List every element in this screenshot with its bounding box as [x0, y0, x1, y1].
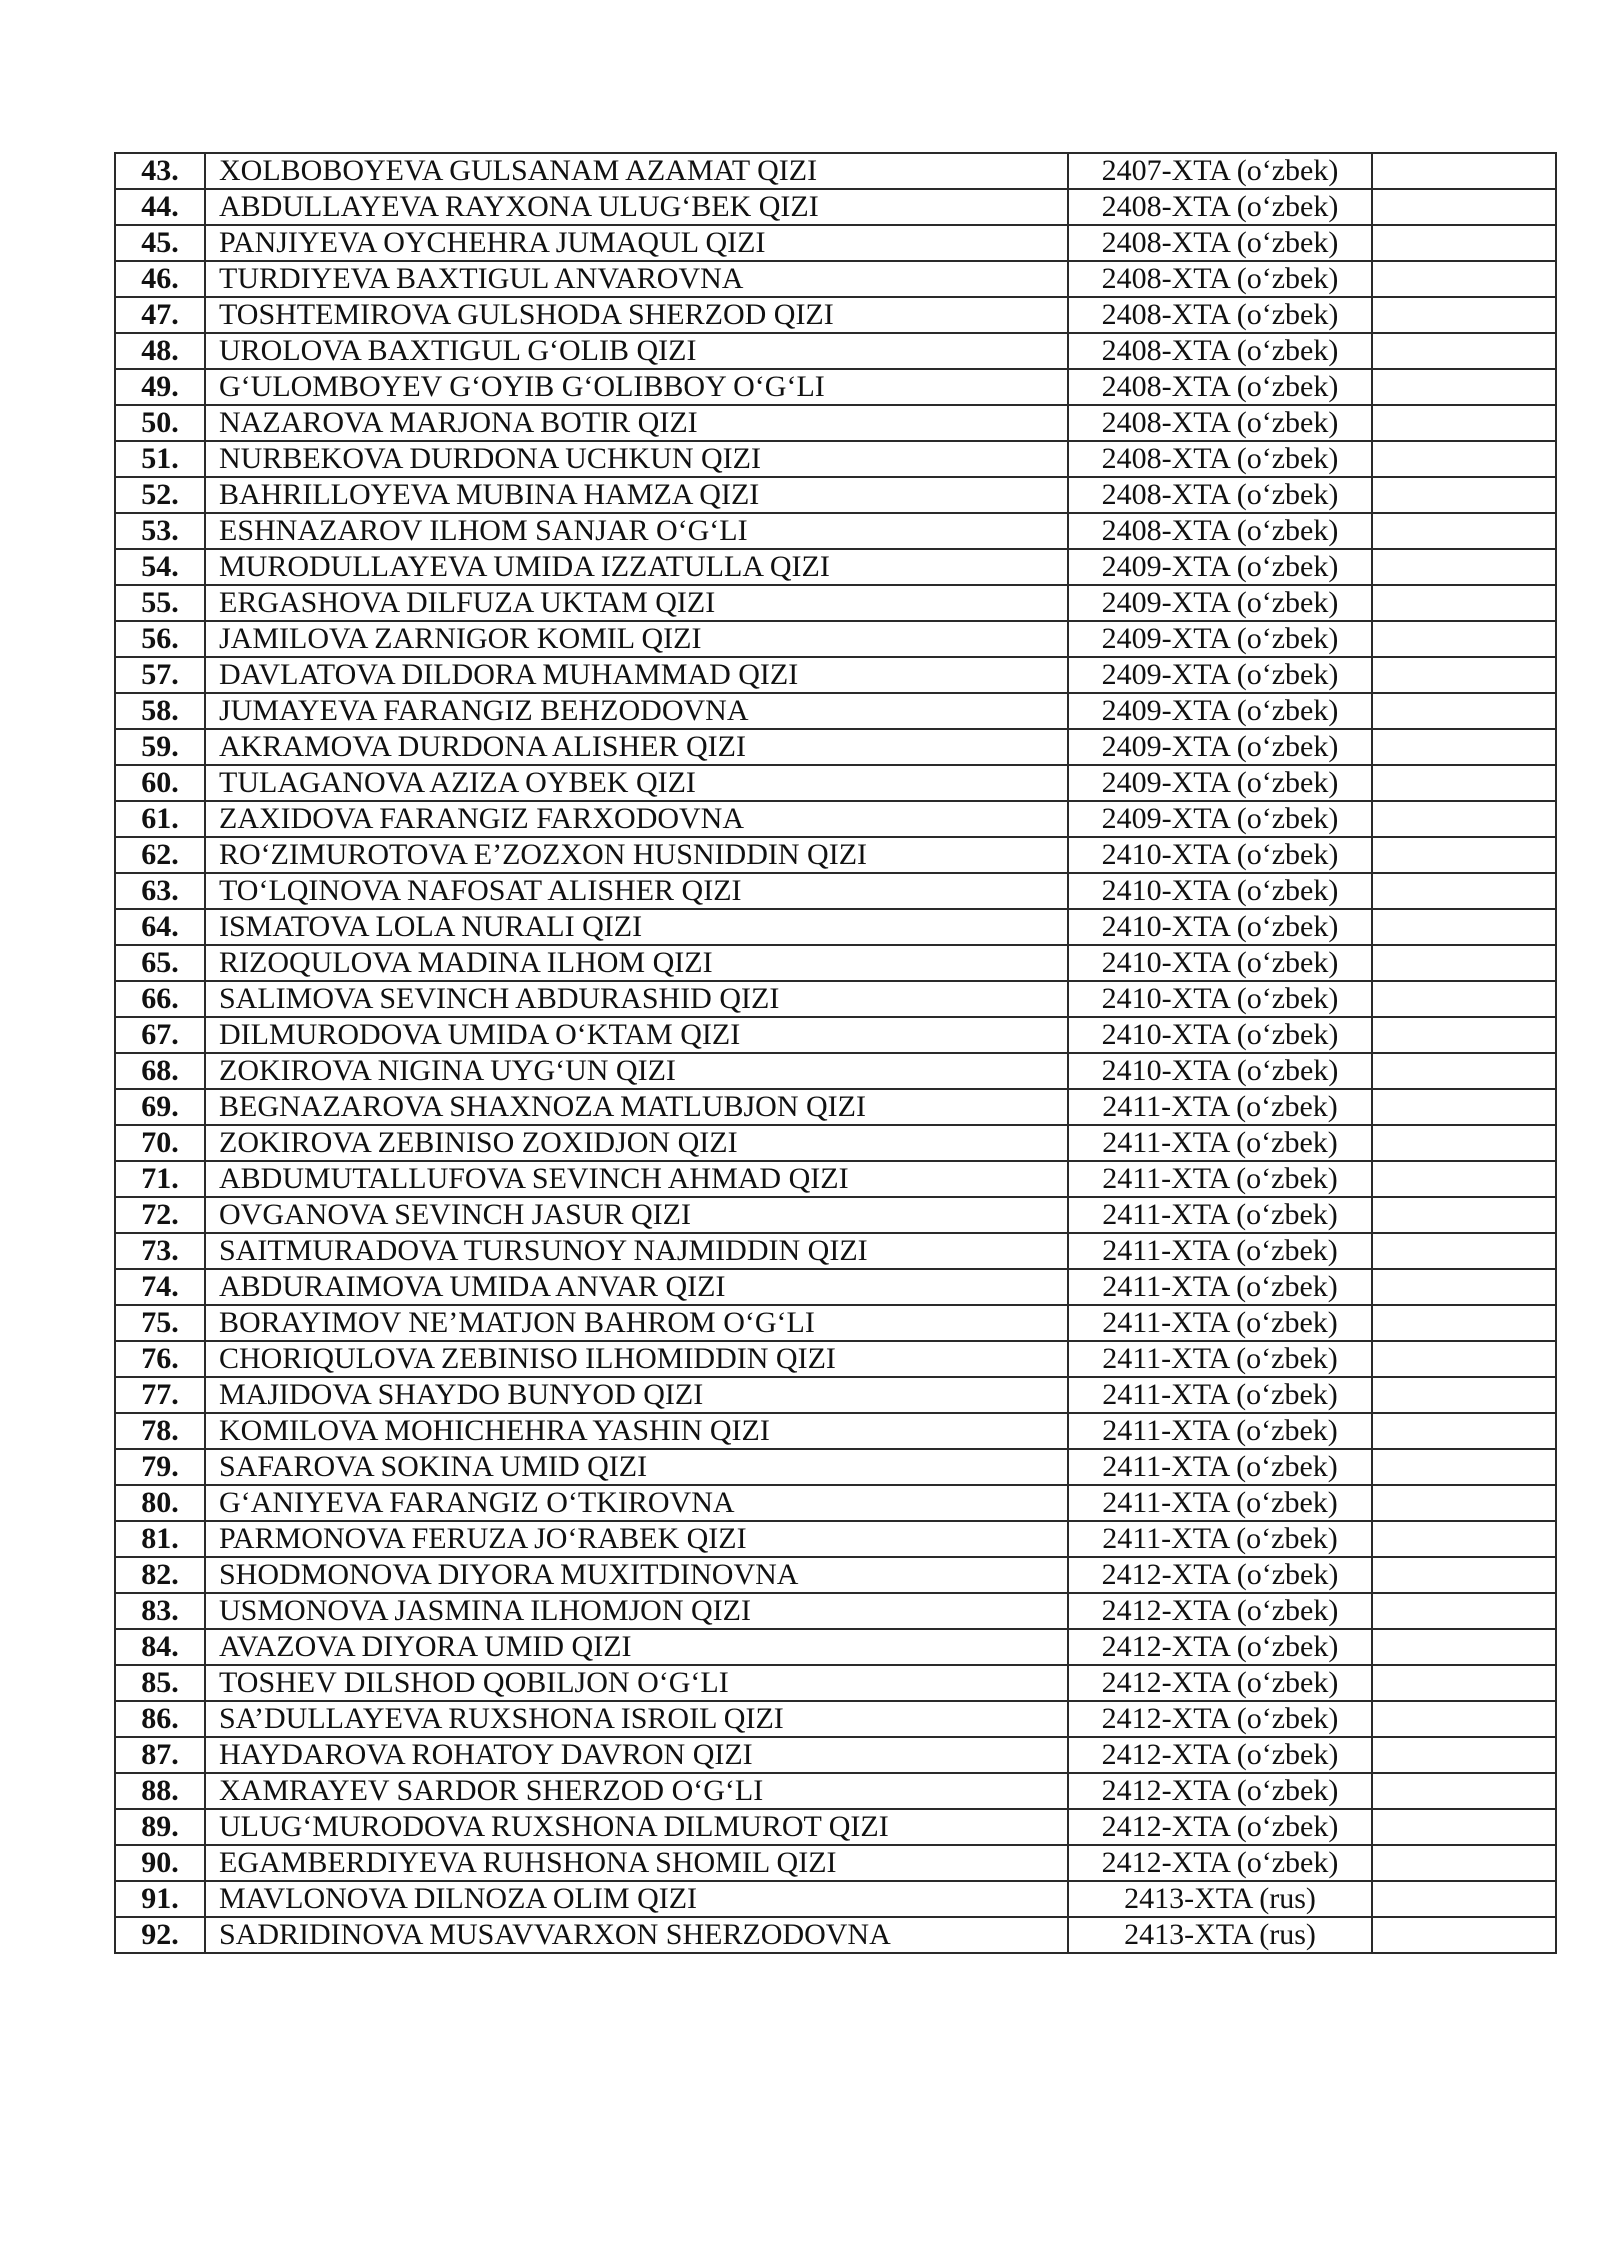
row-number: 43. [115, 153, 205, 189]
empty-cell [1372, 621, 1556, 657]
student-name: AKRAMOVA DURDONA ALISHER QIZI [205, 729, 1068, 765]
empty-cell [1372, 1917, 1556, 1953]
row-number: 81. [115, 1521, 205, 1557]
empty-cell [1372, 981, 1556, 1017]
student-name: DAVLATOVA DILDORA MUHAMMAD QIZI [205, 657, 1068, 693]
empty-cell [1372, 225, 1556, 261]
row-number: 88. [115, 1773, 205, 1809]
table-row [115, 981, 1556, 1017]
row-number: 55. [115, 585, 205, 621]
group-code: 2408-XTA (o‘zbek) [1068, 189, 1372, 225]
empty-cell [1372, 261, 1556, 297]
table-row [115, 1053, 1556, 1089]
row-number: 46. [115, 261, 205, 297]
table-row [115, 1377, 1556, 1413]
student-name: RIZOQULOVA MADINA ILHOM QIZI [205, 945, 1068, 981]
student-name: SA’DULLAYEVA RUXSHONA ISROIL QIZI [205, 1701, 1068, 1737]
row-number: 70. [115, 1125, 205, 1161]
empty-cell [1372, 873, 1556, 909]
empty-cell [1372, 837, 1556, 873]
row-number: 56. [115, 621, 205, 657]
row-number: 82. [115, 1557, 205, 1593]
row-number: 65. [115, 945, 205, 981]
row-number: 74. [115, 1269, 205, 1305]
group-code: 2411-XTA (o‘zbek) [1068, 1305, 1372, 1341]
empty-cell [1372, 1521, 1556, 1557]
group-code: 2410-XTA (o‘zbek) [1068, 1017, 1372, 1053]
table-row [115, 405, 1556, 441]
table-row [115, 297, 1556, 333]
empty-cell [1372, 1809, 1556, 1845]
row-number: 75. [115, 1305, 205, 1341]
student-name: JUMAYEVA FARANGIZ BEHZODOVNA [205, 693, 1068, 729]
group-code: 2412-XTA (o‘zbek) [1068, 1593, 1372, 1629]
group-code: 2408-XTA (o‘zbek) [1068, 477, 1372, 513]
empty-cell [1372, 1305, 1556, 1341]
empty-cell [1372, 477, 1556, 513]
group-code: 2412-XTA (o‘zbek) [1068, 1557, 1372, 1593]
row-number: 87. [115, 1737, 205, 1773]
student-name: ERGASHOVA DILFUZA UKTAM QIZI [205, 585, 1068, 621]
row-number: 89. [115, 1809, 205, 1845]
student-name: XAMRAYEV SARDOR SHERZOD O‘G‘LI [205, 1773, 1068, 1809]
table-row [115, 1017, 1556, 1053]
row-number: 71. [115, 1161, 205, 1197]
student-name: OVGANOVA SEVINCH JASUR QIZI [205, 1197, 1068, 1233]
table-row [115, 225, 1556, 261]
group-code: 2407-XTA (o‘zbek) [1068, 153, 1372, 189]
row-number: 49. [115, 369, 205, 405]
table-row [115, 1341, 1556, 1377]
row-number: 85. [115, 1665, 205, 1701]
student-name: HAYDAROVA ROHATOY DAVRON QIZI [205, 1737, 1068, 1773]
student-name: NURBEKOVA DURDONA UCHKUN QIZI [205, 441, 1068, 477]
table-row [115, 729, 1556, 765]
group-code: 2409-XTA (o‘zbek) [1068, 729, 1372, 765]
row-number: 48. [115, 333, 205, 369]
empty-cell [1372, 729, 1556, 765]
empty-cell [1372, 1053, 1556, 1089]
row-number: 79. [115, 1449, 205, 1485]
row-number: 51. [115, 441, 205, 477]
group-code: 2412-XTA (o‘zbek) [1068, 1701, 1372, 1737]
table-row [115, 1809, 1556, 1845]
row-number: 67. [115, 1017, 205, 1053]
row-number: 83. [115, 1593, 205, 1629]
empty-cell [1372, 909, 1556, 945]
student-name: ZOKIROVA ZEBINISO ZOXIDJON QIZI [205, 1125, 1068, 1161]
student-name: RO‘ZIMUROTOVA E’ZOZXON HUSNIDDIN QIZI [205, 837, 1068, 873]
table-row [115, 1449, 1556, 1485]
student-name: PANJIYEVA OYCHEHRA JUMAQUL QIZI [205, 225, 1068, 261]
row-number: 54. [115, 549, 205, 585]
row-number: 84. [115, 1629, 205, 1665]
empty-cell [1372, 1449, 1556, 1485]
empty-cell [1372, 405, 1556, 441]
student-name: AVAZOVA DIYORA UMID QIZI [205, 1629, 1068, 1665]
table-row [115, 621, 1556, 657]
table-row [115, 477, 1556, 513]
student-name: TURDIYEVA BAXTIGUL ANVAROVNA [205, 261, 1068, 297]
empty-cell [1372, 1341, 1556, 1377]
table-row [115, 1701, 1556, 1737]
group-code: 2409-XTA (o‘zbek) [1068, 801, 1372, 837]
row-number: 61. [115, 801, 205, 837]
row-number: 62. [115, 837, 205, 873]
student-list-table [114, 152, 1557, 1954]
table-row [115, 1197, 1556, 1233]
student-name: ISMATOVA LOLA NURALI QIZI [205, 909, 1068, 945]
student-name: ABDURAIMOVA UMIDA ANVAR QIZI [205, 1269, 1068, 1305]
empty-cell [1372, 1845, 1556, 1881]
empty-cell [1372, 1593, 1556, 1629]
table-row [115, 1593, 1556, 1629]
student-name: TO‘LQINOVA NAFOSAT ALISHER QIZI [205, 873, 1068, 909]
empty-cell [1372, 513, 1556, 549]
empty-cell [1372, 1485, 1556, 1521]
empty-cell [1372, 1737, 1556, 1773]
table-row [115, 1089, 1556, 1125]
group-code: 2409-XTA (o‘zbek) [1068, 693, 1372, 729]
empty-cell [1372, 1413, 1556, 1449]
table-row [115, 189, 1556, 225]
student-name: SAFAROVA SOKINA UMID QIZI [205, 1449, 1068, 1485]
table-row [115, 1917, 1556, 1953]
group-code: 2408-XTA (o‘zbek) [1068, 261, 1372, 297]
group-code: 2412-XTA (o‘zbek) [1068, 1845, 1372, 1881]
empty-cell [1372, 297, 1556, 333]
table-row [115, 1737, 1556, 1773]
table-row [115, 1413, 1556, 1449]
empty-cell [1372, 585, 1556, 621]
group-code: 2412-XTA (o‘zbek) [1068, 1629, 1372, 1665]
row-number: 47. [115, 297, 205, 333]
student-name: PARMONOVA FERUZA JO‘RABEK QIZI [205, 1521, 1068, 1557]
empty-cell [1372, 549, 1556, 585]
group-code: 2411-XTA (o‘zbek) [1068, 1377, 1372, 1413]
table-row [115, 261, 1556, 297]
row-number: 78. [115, 1413, 205, 1449]
group-code: 2408-XTA (o‘zbek) [1068, 225, 1372, 261]
empty-cell [1372, 369, 1556, 405]
empty-cell [1372, 1197, 1556, 1233]
empty-cell [1372, 153, 1556, 189]
table-row [115, 153, 1556, 189]
group-code: 2410-XTA (o‘zbek) [1068, 981, 1372, 1017]
group-code: 2410-XTA (o‘zbek) [1068, 873, 1372, 909]
student-name: ZOKIROVA NIGINA UYG‘UN QIZI [205, 1053, 1068, 1089]
student-name: DILMURODOVA UMIDA O‘KTAM QIZI [205, 1017, 1068, 1053]
table-row [115, 1485, 1556, 1521]
table-row [115, 945, 1556, 981]
student-name: ABDUMUTALLUFOVA SEVINCH AHMAD QIZI [205, 1161, 1068, 1197]
empty-cell [1372, 333, 1556, 369]
row-number: 86. [115, 1701, 205, 1737]
group-code: 2408-XTA (o‘zbek) [1068, 369, 1372, 405]
group-code: 2411-XTA (o‘zbek) [1068, 1449, 1372, 1485]
student-name: BORAYIMOV NE’MATJON BAHROM O‘G‘LI [205, 1305, 1068, 1341]
empty-cell [1372, 1017, 1556, 1053]
empty-cell [1372, 1269, 1556, 1305]
row-number: 63. [115, 873, 205, 909]
row-number: 72. [115, 1197, 205, 1233]
table-row [115, 801, 1556, 837]
table-row [115, 585, 1556, 621]
row-number: 60. [115, 765, 205, 801]
student-list-body [115, 153, 1556, 1953]
table-row [115, 1557, 1556, 1593]
empty-cell [1372, 657, 1556, 693]
group-code: 2411-XTA (o‘zbek) [1068, 1521, 1372, 1557]
student-name: SHODMONOVA DIYORA MUXITDINOVNA [205, 1557, 1068, 1593]
student-name: BAHRILLOYEVA MUBINA HAMZA QIZI [205, 477, 1068, 513]
student-name: KOMILOVA MOHICHEHRA YASHIN QIZI [205, 1413, 1068, 1449]
empty-cell [1372, 189, 1556, 225]
row-number: 57. [115, 657, 205, 693]
row-number: 52. [115, 477, 205, 513]
empty-cell [1372, 1161, 1556, 1197]
student-name: USMONOVA JASMINA ILHOMJON QIZI [205, 1593, 1068, 1629]
row-number: 44. [115, 189, 205, 225]
student-name: ABDULLAYEVA RAYXONA ULUG‘BEK QIZI [205, 189, 1068, 225]
group-code: 2408-XTA (o‘zbek) [1068, 513, 1372, 549]
student-name: TOSHTEMIROVA GULSHODA SHERZOD QIZI [205, 297, 1068, 333]
group-code: 2411-XTA (o‘zbek) [1068, 1269, 1372, 1305]
group-code: 2411-XTA (o‘zbek) [1068, 1341, 1372, 1377]
table-row [115, 765, 1556, 801]
row-number: 69. [115, 1089, 205, 1125]
table-row [115, 549, 1556, 585]
group-code: 2411-XTA (o‘zbek) [1068, 1413, 1372, 1449]
group-code: 2410-XTA (o‘zbek) [1068, 909, 1372, 945]
group-code: 2408-XTA (o‘zbek) [1068, 297, 1372, 333]
table-row [115, 1269, 1556, 1305]
row-number: 80. [115, 1485, 205, 1521]
student-name: ULUG‘MURODOVA RUXSHONA DILMUROT QIZI [205, 1809, 1068, 1845]
table-row [115, 1233, 1556, 1269]
group-code: 2410-XTA (o‘zbek) [1068, 837, 1372, 873]
group-code: 2411-XTA (o‘zbek) [1068, 1485, 1372, 1521]
table-row [115, 1665, 1556, 1701]
student-name: BEGNAZAROVA SHAXNOZA MATLUBJON QIZI [205, 1089, 1068, 1125]
empty-cell [1372, 693, 1556, 729]
empty-cell [1372, 1773, 1556, 1809]
empty-cell [1372, 1665, 1556, 1701]
row-number: 58. [115, 693, 205, 729]
table-row [115, 909, 1556, 945]
group-code: 2411-XTA (o‘zbek) [1068, 1089, 1372, 1125]
row-number: 59. [115, 729, 205, 765]
table-row [115, 873, 1556, 909]
student-name: MAVLONOVA DILNOZA OLIM QIZI [205, 1881, 1068, 1917]
group-code: 2408-XTA (o‘zbek) [1068, 441, 1372, 477]
group-code: 2409-XTA (o‘zbek) [1068, 657, 1372, 693]
empty-cell [1372, 765, 1556, 801]
empty-cell [1372, 1377, 1556, 1413]
table-row [115, 837, 1556, 873]
empty-cell [1372, 1881, 1556, 1917]
student-name: SALIMOVA SEVINCH ABDURASHID QIZI [205, 981, 1068, 1017]
student-name: MURODULLAYEVA UMIDA IZZATULLA QIZI [205, 549, 1068, 585]
empty-cell [1372, 1629, 1556, 1665]
row-number: 50. [115, 405, 205, 441]
row-number: 77. [115, 1377, 205, 1413]
row-number: 76. [115, 1341, 205, 1377]
student-name: SADRIDINOVA MUSAVVARXON SHERZODOVNA [205, 1917, 1068, 1953]
table-row [115, 693, 1556, 729]
table-row [115, 369, 1556, 405]
empty-cell [1372, 441, 1556, 477]
group-code: 2412-XTA (o‘zbek) [1068, 1809, 1372, 1845]
student-name: UROLOVA BAXTIGUL G‘OLIB QIZI [205, 333, 1068, 369]
group-code: 2410-XTA (o‘zbek) [1068, 945, 1372, 981]
empty-cell [1372, 1701, 1556, 1737]
empty-cell [1372, 945, 1556, 981]
group-code: 2410-XTA (o‘zbek) [1068, 1053, 1372, 1089]
table-row [115, 1161, 1556, 1197]
group-code: 2409-XTA (o‘zbek) [1068, 621, 1372, 657]
group-code: 2408-XTA (o‘zbek) [1068, 405, 1372, 441]
table-row [115, 1773, 1556, 1809]
group-code: 2411-XTA (o‘zbek) [1068, 1161, 1372, 1197]
row-number: 90. [115, 1845, 205, 1881]
group-code: 2411-XTA (o‘zbek) [1068, 1125, 1372, 1161]
row-number: 73. [115, 1233, 205, 1269]
table-row [115, 1305, 1556, 1341]
empty-cell [1372, 1233, 1556, 1269]
table-row [115, 1125, 1556, 1161]
group-code: 2409-XTA (o‘zbek) [1068, 585, 1372, 621]
group-code: 2411-XTA (o‘zbek) [1068, 1197, 1372, 1233]
row-number: 68. [115, 1053, 205, 1089]
student-name: G‘ULOMBOYEV G‘OYIB G‘OLIBBOY O‘G‘LI [205, 369, 1068, 405]
group-code: 2413-XTA (rus) [1068, 1881, 1372, 1917]
group-code: 2409-XTA (o‘zbek) [1068, 549, 1372, 585]
group-code: 2408-XTA (o‘zbek) [1068, 333, 1372, 369]
table-row [115, 441, 1556, 477]
group-code: 2412-XTA (o‘zbek) [1068, 1665, 1372, 1701]
empty-cell [1372, 1125, 1556, 1161]
empty-cell [1372, 1089, 1556, 1125]
table-row [115, 333, 1556, 369]
table-row [115, 513, 1556, 549]
empty-cell [1372, 801, 1556, 837]
student-name: NAZAROVA MARJONA BOTIR QIZI [205, 405, 1068, 441]
group-code: 2409-XTA (o‘zbek) [1068, 765, 1372, 801]
student-name: CHORIQULOVA ZEBINISO ILHOMIDDIN QIZI [205, 1341, 1068, 1377]
student-name: XOLBOBOYEVA GULSANAM AZAMAT QIZI [205, 153, 1068, 189]
row-number: 92. [115, 1917, 205, 1953]
group-code: 2413-XTA (rus) [1068, 1917, 1372, 1953]
table-row [115, 1845, 1556, 1881]
student-name: TOSHEV DILSHOD QOBILJON O‘G‘LI [205, 1665, 1068, 1701]
row-number: 91. [115, 1881, 205, 1917]
student-name: ZAXIDOVA FARANGIZ FARXODOVNA [205, 801, 1068, 837]
table-row [115, 1521, 1556, 1557]
group-code: 2411-XTA (o‘zbek) [1068, 1233, 1372, 1269]
table-row [115, 1881, 1556, 1917]
empty-cell [1372, 1557, 1556, 1593]
row-number: 45. [115, 225, 205, 261]
student-name: G‘ANIYEVA FARANGIZ O‘TKIROVNA [205, 1485, 1068, 1521]
row-number: 66. [115, 981, 205, 1017]
student-name: SAITMURADOVA TURSUNOY NAJMIDDIN QIZI [205, 1233, 1068, 1269]
table-row [115, 657, 1556, 693]
group-code: 2412-XTA (o‘zbek) [1068, 1737, 1372, 1773]
student-name: MAJIDOVA SHAYDO BUNYOD QIZI [205, 1377, 1068, 1413]
row-number: 53. [115, 513, 205, 549]
row-number: 64. [115, 909, 205, 945]
student-name: JAMILOVA ZARNIGOR KOMIL QIZI [205, 621, 1068, 657]
student-name: TULAGANOVA AZIZA OYBEK QIZI [205, 765, 1068, 801]
table-row [115, 1629, 1556, 1665]
student-name: EGAMBERDIYEVA RUHSHONA SHOMIL QIZI [205, 1845, 1068, 1881]
student-name: ESHNAZAROV ILHOM SANJAR O‘G‘LI [205, 513, 1068, 549]
group-code: 2412-XTA (o‘zbek) [1068, 1773, 1372, 1809]
